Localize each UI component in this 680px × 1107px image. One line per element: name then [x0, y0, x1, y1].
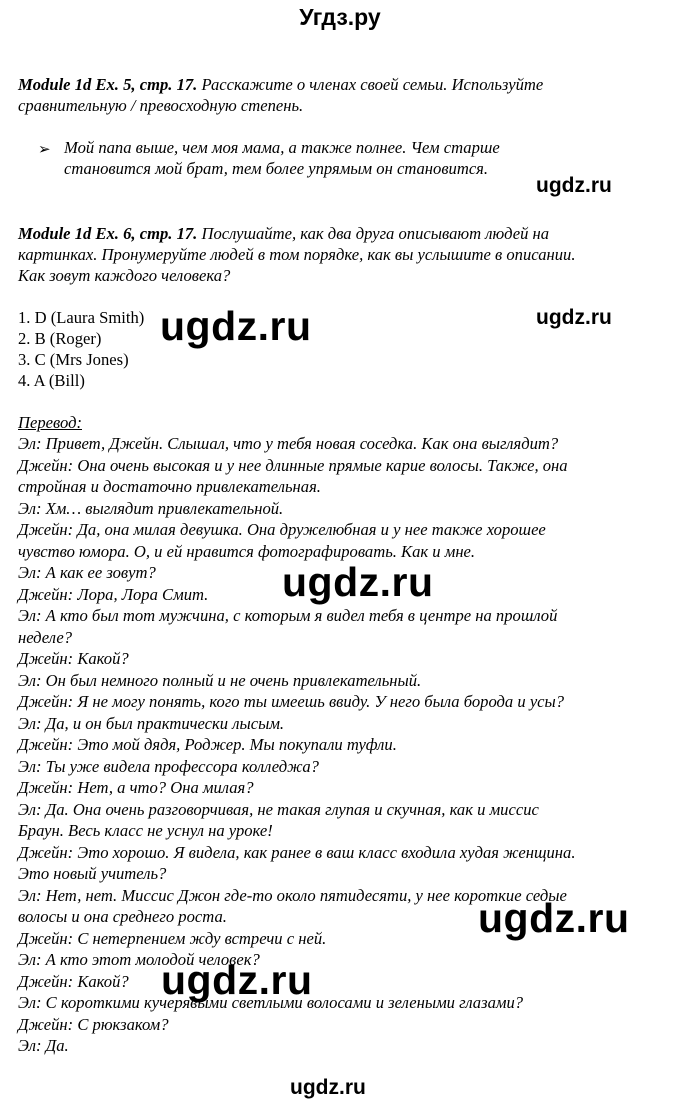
dialog-line: Эл: Он был немного полный и не очень привлекательный.	[18, 670, 422, 690]
dialog-line: чувство юмора. О, и ей нравится фотографировать. Как и мне.	[18, 541, 476, 561]
watermark: ugdz.ru	[160, 303, 312, 349]
dialog-line: Это новый учитель?	[18, 864, 167, 883]
translation-label: Перевод:	[18, 413, 82, 432]
ex5-task-line1	[18, 74, 543, 95]
dialog-line: неделе?	[18, 627, 73, 647]
dialog-line: Браун. Весь класс не уснул на уроке!	[18, 821, 273, 840]
dialog-line: Эл: Да.	[18, 1036, 69, 1055]
ex6-task-line3: Как зовут каждого человека?	[18, 266, 231, 285]
dialog-line: Джейн: Лора, Лора Смит.	[18, 584, 209, 604]
dialog-line: Джейн: С нетерпением жду встречи с ней.	[18, 928, 327, 948]
ex5-answer-line1: Мой папа выше, чем моя мама, а также полнее. Чем старше	[64, 138, 500, 157]
dialog-line: волосы и она среднего роста.	[18, 907, 227, 926]
dialog-line: Эл: Привет, Джейн. Слышал, что у тебя новая соседка. Как она выглядит?	[18, 434, 559, 453]
watermark: ugdz.ru	[290, 1076, 366, 1099]
dialog-line: Эл: А как ее зовут?	[18, 563, 156, 582]
dialog-line: Джейн: Это мой дядя, Роджер. Мы покупали туфли.	[18, 735, 397, 754]
dialog-line: Эл: Да. Она очень разговорчивая, не такая глупая и скучная, как и миссис	[18, 799, 539, 819]
answer-item: 3. C (Mrs Jones)	[18, 350, 129, 369]
dialog-line: Джейн: Она очень высокая и у нее длинные прямые карие волосы. Также, она	[18, 455, 568, 475]
dialog-line: Джейн: Какой?	[18, 649, 129, 668]
ex6-heading: Module 1d Ex. 6, стр. 17.	[18, 224, 198, 243]
answer-item: 1. D (Laura Smith)	[18, 308, 145, 327]
dialog-line: Джейн: Да, она милая девушка. Она дружелюбная и у нее также хорошее	[18, 520, 546, 539]
dialog-line: Джейн: Это хорошо. Я видела, как ранее в ваш класс входила худая женщина.	[18, 842, 576, 862]
answer-item: 4. A (Bill)	[18, 371, 85, 390]
watermark: ugdz.ru	[282, 559, 434, 605]
ex6-task-text1: Послушайте, как два друга описывают людей на	[197, 224, 550, 243]
watermark: ugdz.ru	[478, 895, 630, 941]
dialog-line: Эл: Нет, нет. Миссис Джон где-то около пятидесяти, у нее короткие седые	[18, 885, 567, 905]
ex5-task-line2: сравнительную / превосходную степень.	[18, 96, 304, 115]
dialog-line: Эл: Хм… выглядит привлекательной.	[18, 498, 284, 518]
ex6-task-line2: картинках. Пронумеруйте людей в том порядке, как вы услышите в описании.	[18, 245, 576, 264]
dialog-line: Джейн: Я не могу понять, кого ты имеешь ввиду. У него была борода и усы?	[18, 692, 565, 711]
dialog-line: Эл: С короткими кучерявыми светлыми волосами и зелеными глазами?	[18, 993, 524, 1012]
bullet-arrow-icon: ➢	[38, 142, 51, 158]
dialog-line: Эл: Ты уже видела професcора колледжа?	[18, 756, 319, 776]
dialog-line: стройная и достаточно привлекательная.	[18, 477, 321, 496]
dialog-line: Эл: Да, и он был практически лысым.	[18, 713, 285, 733]
dialog-line: Эл: А кто был тот мужчина, с которым я видел тебя в центре на прошлой	[18, 606, 558, 625]
ex5-heading: Module 1d Ex. 5, стр. 17.	[18, 75, 198, 94]
dialog-line: Джейн: С рюкзаком?	[18, 1014, 169, 1034]
watermark: ugdz.ru	[536, 306, 612, 329]
watermark: ugdz.ru	[536, 174, 612, 197]
watermark: ugdz.ru	[161, 957, 313, 1003]
answer-item: 2. B (Roger)	[18, 329, 102, 348]
site-title: Угдз.ру	[299, 4, 381, 30]
ex5-answer-line2: становится мой брат, тем более упрямым он становится.	[64, 159, 489, 178]
dialog-line: Джейн: Нет, а что? Она милая?	[18, 778, 254, 797]
ex5-task-text1: Расскажите о членах своей семьи. Используйте	[197, 75, 544, 94]
dialog-line: Джейн: Какой?	[18, 971, 129, 991]
dialog-line: Эл: А кто этот молодой человек?	[18, 950, 260, 969]
ex6-task-line1	[18, 223, 549, 244]
